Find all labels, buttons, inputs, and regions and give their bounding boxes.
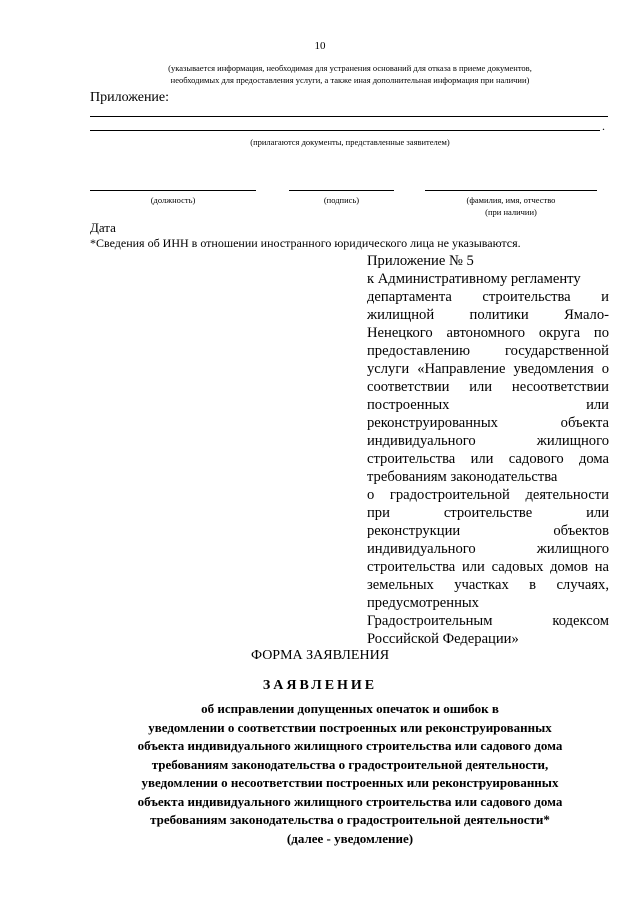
appendix-header-line: Градостроительным кодексом	[367, 613, 609, 629]
position-caption: (должность)	[150, 195, 196, 205]
form-title: ФОРМА ЗАЯВЛЕНИЯ	[250, 648, 390, 663]
refusal-info-note	[90, 62, 610, 86]
statement-title: ЗАЯВЛЕНИЕ	[262, 678, 378, 693]
date-label: Дата	[90, 220, 116, 235]
appendix-header-line: предоставлению государственной	[367, 343, 609, 359]
statement-subject-line: уведомлении о соответствии построенных или реконструированных	[148, 719, 552, 735]
appendix-header-line: Ненецкого автономного округа по	[367, 325, 609, 341]
appendix-header-line: при строительстве или	[367, 505, 609, 521]
position-signature-line	[90, 190, 256, 191]
appendix-header-line: о градостроительной деятельности	[367, 487, 609, 503]
appendix-header-line: к Административному регламенту	[367, 271, 581, 287]
appendix-fill-line	[90, 130, 600, 131]
refusal-info-note-line: (указывается информация, необходимая для устранения оснований для отказа в приеме документов,	[168, 63, 532, 73]
appendix-header-line: требованиям законодательства	[367, 469, 558, 485]
appendix-header-line: индивидуального жилищного	[367, 433, 609, 449]
name-caption-line: (фамилия, имя, отчество	[466, 195, 556, 205]
sign-caption: (подпись)	[323, 195, 360, 205]
appendix-fill-line	[90, 116, 608, 117]
statement-subject-line: требованиям законодательства о градостроительной деятельности,	[151, 756, 549, 772]
name-caption-subline: (при наличии)	[485, 207, 537, 217]
statement-subject	[95, 700, 605, 848]
statement-subject-line: об исправлении допущенных опечаток и ошибок в	[201, 701, 499, 716]
appendix-header-line: строительства или садового дома	[367, 451, 609, 467]
appendix-header-line: предусмотренных	[367, 595, 479, 611]
appendix-header-line: индивидуального жилищного	[367, 541, 609, 557]
appendix-header-line: строительства или садовых домов на	[367, 559, 609, 575]
appendix-header-line: департамента строительства и	[367, 289, 609, 305]
statement-subject-line: объекта индивидуального жилищного строительства или садового дома	[137, 738, 563, 753]
sign-signature-line	[289, 190, 394, 191]
appendix-header-line: жилищной политики Ямало-	[367, 307, 609, 323]
statement-subject-line: уведомлении о несоответствии построенных или реконструированных	[141, 775, 559, 790]
appendix-header-block	[367, 252, 609, 648]
appendix-header-line: Приложение № 5	[367, 253, 474, 269]
appendix-header-line: земельных участках в случаях,	[367, 577, 609, 593]
attached-docs-note: (прилагаются документы, представленные заявителем)	[250, 137, 450, 147]
refusal-info-note-line: необходимых для предоставления услуги, а также иная дополнительная информация при наличии)	[170, 75, 530, 85]
inn-footnote: *Сведения об ИНН в отношении иностранного юридического лица не указываются.	[90, 236, 521, 250]
appendix-header-line: услуги «Направление уведомления о	[367, 361, 609, 377]
page-number: 10	[314, 40, 326, 52]
name-signature-line	[425, 190, 597, 191]
appendix-label: Приложение:	[90, 90, 170, 105]
appendix-header-line: соответствии или несоответствии	[367, 379, 609, 395]
appendix-header-line: Российской Федерации»	[367, 631, 519, 647]
name-caption	[425, 194, 597, 218]
appendix-header-line: построенных или	[367, 397, 609, 413]
appendix-header-line: реконструкции объектов	[367, 523, 609, 539]
statement-subject-line: объекта индивидуального жилищного строительства или садового дома	[137, 793, 563, 809]
statement-subject-line: требованиям законодательства о градостроительной деятельности*	[150, 812, 550, 827]
statement-subject-line: (далее - уведомление)	[286, 830, 414, 846]
appendix-header-line: реконструированных объекта	[367, 415, 609, 431]
appendix-line-period: .	[602, 119, 605, 133]
